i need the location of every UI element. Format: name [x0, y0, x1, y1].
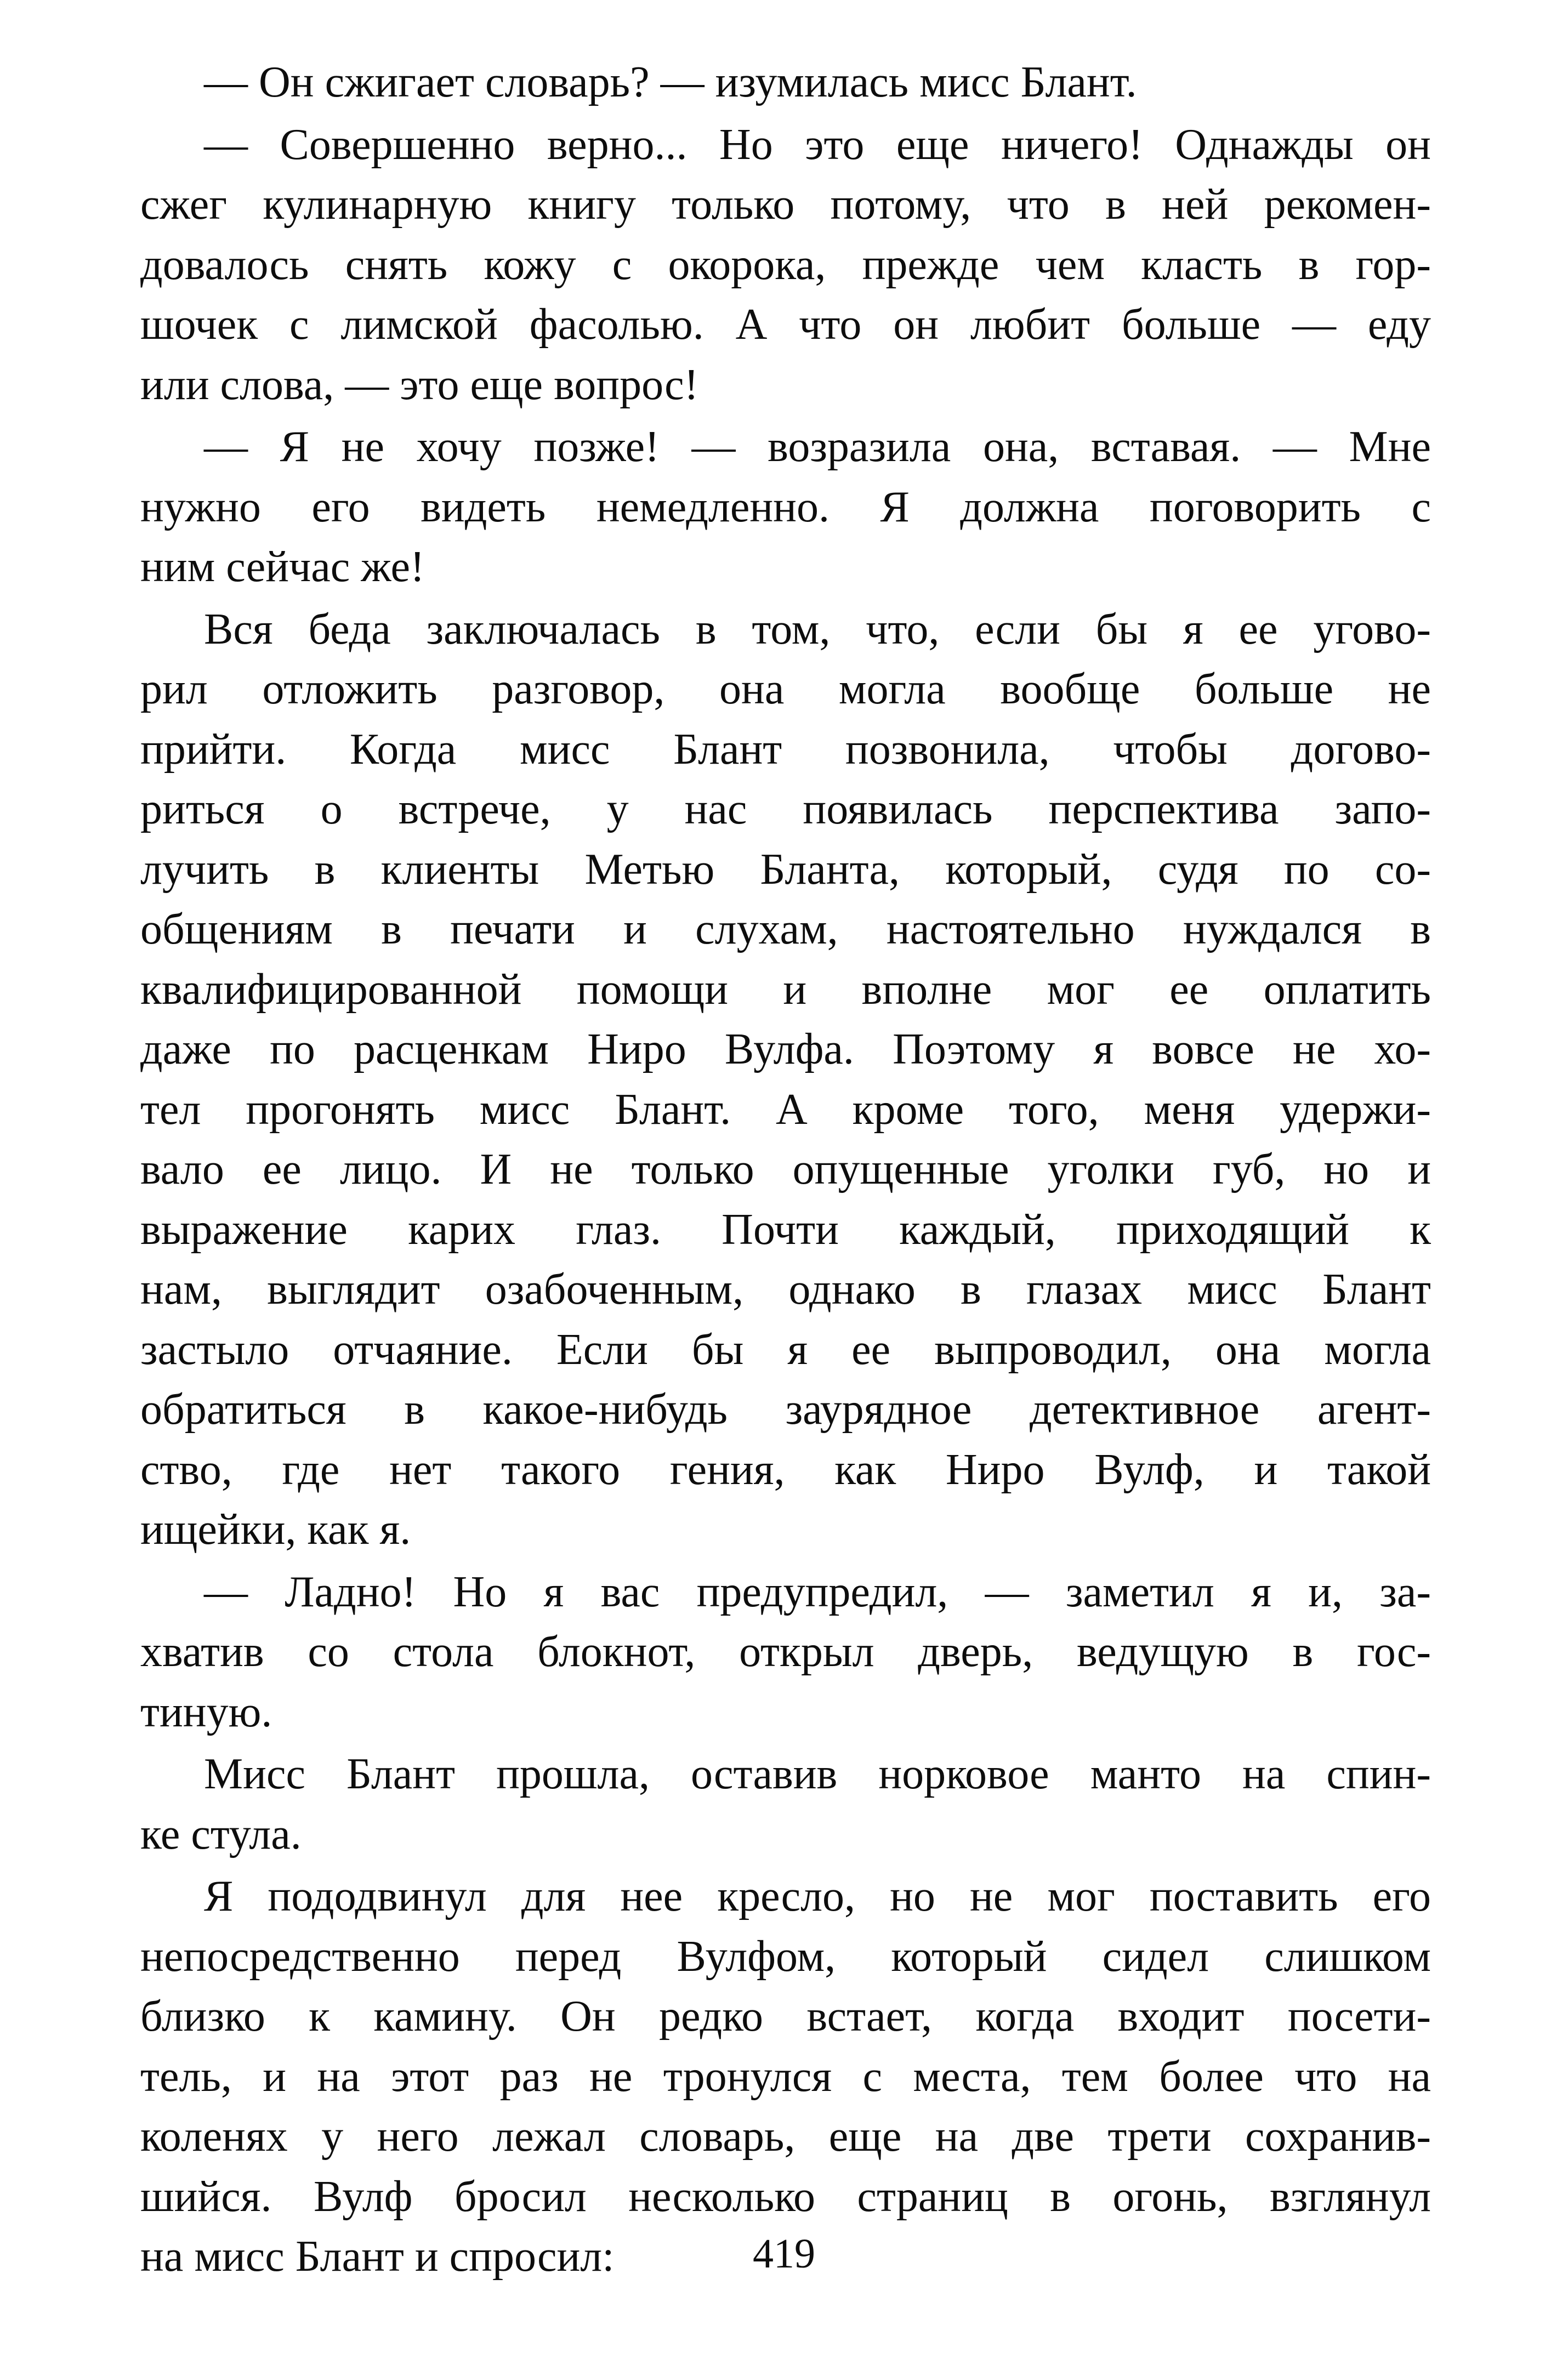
paragraph [140, 1744, 1431, 1865]
text-line: — Я не хочу позже! — возразила она, вставая. — Мне [204, 423, 1431, 471]
text-line: нам, выглядит озабоченным, однако в глазах мисс Блант [140, 1265, 1431, 1314]
text-line: общениям в печати и слухам, настоятельно нуждался в [140, 905, 1431, 953]
text-line: или слова, — это еще вопрос! [140, 360, 699, 409]
paragraph [140, 1867, 1431, 2287]
paragraph [140, 1562, 1431, 1743]
text-line: тел прогонять мисс Блант. А кроме того, меня удержи- [140, 1085, 1431, 1134]
text-line: прийти. Когда мисс Блант позвонила, чтобы догово- [140, 725, 1431, 774]
text-line: тиную. [140, 1687, 272, 1736]
text-line: нужно его видеть немедленно. Я должна поговорить с [140, 482, 1431, 531]
text-line: вало ее лицо. И не только опущенные уголки губ, но и [140, 1145, 1431, 1193]
text-line: шочек с лимской фасолью. А что он любит больше — еду [140, 300, 1431, 349]
paragraph [140, 115, 1431, 416]
text-line: коленях у него лежал словарь, еще на две трети сохранив- [140, 2112, 1431, 2161]
text-line: Вся беда заключалась в том, что, если бы я ее угово- [204, 605, 1431, 653]
page-number: 419 [753, 2231, 815, 2277]
text-line: ке стула. [140, 1810, 302, 1858]
text-line: сжег кулинарную книгу только потому, что в ней рекомен- [140, 180, 1431, 229]
text-line: Я пододвинул для нее кресло, но не мог поставить его [204, 1872, 1431, 1920]
text-line: обратиться в какое-нибудь заурядное детективное агент- [140, 1385, 1431, 1434]
text-line: риться о встрече, у нас появилась перспектива запо- [140, 785, 1431, 833]
text-line: даже по расценкам Ниро Вулфа. Поэтому я вовсе не хо- [140, 1025, 1431, 1073]
text-line: ищейки, как я. [140, 1505, 411, 1554]
text-line: шийся. Вулф бросил несколько страниц в огонь, взглянул [140, 2172, 1431, 2221]
text-line: ство, где нет такого гения, как Ниро Вулф, и такой [140, 1445, 1431, 1494]
text-line: — Совершенно верно... Но это еще ничего! Однажды он [204, 120, 1431, 169]
paragraph [140, 600, 1431, 1560]
text-line: ним сейчас же! [140, 543, 425, 591]
text-line: квалифицированной помощи и вполне мог ее оплатить [140, 965, 1431, 1014]
paragraph [140, 53, 1431, 113]
text-line: близко к камину. Он редко встает, когда входит посети- [140, 1992, 1431, 2041]
text-line: тель, и на этот раз не тронулся с места, тем более что на [140, 2052, 1431, 2101]
text-line: рил отложить разговор, она могла вообще больше не [140, 665, 1431, 713]
text-body [140, 53, 1431, 2287]
text-line: довалось снять кожу с окорока, прежде чем класть в гор- [140, 240, 1431, 289]
text-line: выражение карих глаз. Почти каждый, приходящий к [140, 1205, 1431, 1254]
text-line: хватив со стола блокнот, открыл дверь, ведущую в гос- [140, 1628, 1431, 1676]
text-line: — Ладно! Но я вас предупредил, — заметил я и, за- [204, 1567, 1431, 1616]
text-line: Мисс Блант прошла, оставив норковое манто на спин- [204, 1750, 1431, 1798]
text-line: лучить в клиенты Метью Бланта, который, судя по со- [140, 845, 1431, 894]
paragraph [140, 417, 1431, 598]
text-line: непосредственно перед Вулфом, который сидел слишком [140, 1932, 1431, 1981]
text-line: — Он сжигает словарь? — изумилась мисс Блант. [204, 58, 1137, 106]
text-line: на мисс Блант и спросил: [140, 2232, 615, 2281]
text-line: застыло отчаяние. Если бы я ее выпроводил, она могла [140, 1325, 1431, 1374]
